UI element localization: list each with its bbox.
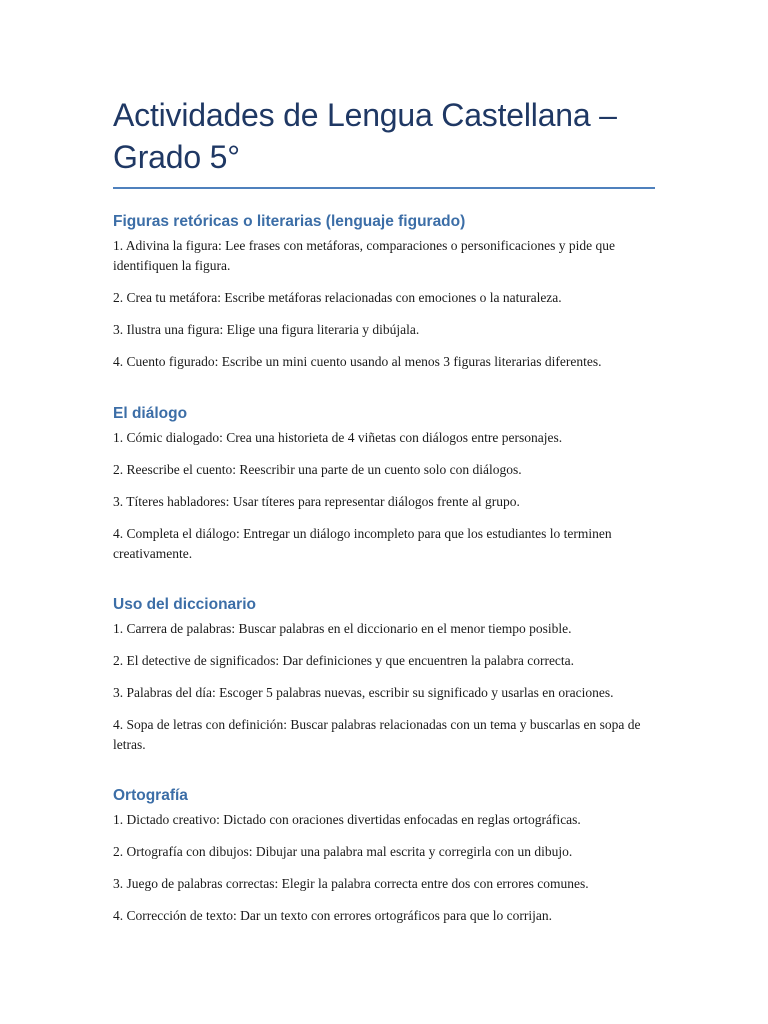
section-heading: Uso del diccionario [113, 596, 256, 613]
title-divider [113, 187, 655, 189]
section-heading: Ortografía [113, 787, 188, 804]
list-item: 3. Palabras del día: Escoger 5 palabras nuevas, escribir su significado y usarlas en oraciones. [113, 685, 614, 700]
document-title: Actividades de Lengua Castellana – Grado 5° [113, 97, 617, 175]
list-item: 4. Cuento figurado: Escribe un mini cuento usando al menos 3 figuras literarias diferentes. [113, 354, 602, 369]
list-item: 3. Títeres habladores: Usar títeres para representar diálogos frente al grupo. [113, 494, 520, 509]
list-item: 2. Reescribe el cuento: Reescribir una parte de un cuento solo con diálogos. [113, 462, 522, 477]
document-page [113, 0, 655, 923]
section-heading: Figuras retóricas o literarias (lenguaje figurado) [113, 213, 466, 230]
list-item: 4. Sopa de letras con definición: Buscar palabras relacionadas con un tema y buscarlas en sopa de letras. [113, 717, 641, 752]
section-ortografia [113, 786, 655, 926]
list-item: 3. Ilustra una figura: Elige una figura literaria y dibújala. [113, 322, 420, 337]
section-figuras-retoricas [113, 212, 655, 372]
section-diccionario [113, 595, 655, 755]
list-item: 4. Corrección de texto: Dar un texto con errores ortográficos para que lo corrijan. [113, 908, 552, 923]
list-item: 2. El detective de significados: Dar definiciones y que encuentren la palabra correcta. [113, 653, 575, 668]
section-heading: El diálogo [113, 405, 188, 422]
list-item: 3. Juego de palabras correctas: Elegir la palabra correcta entre dos con errores comunes. [113, 876, 589, 891]
list-item: 1. Adivina la figura: Lee frases con metáforas, comparaciones o personificaciones y pide que identifiquen la figura. [113, 238, 615, 273]
list-item: 1. Carrera de palabras: Buscar palabras en el diccionario en el menor tiempo posible. [113, 621, 572, 636]
list-item: 2. Crea tu metáfora: Escribe metáforas relacionadas con emociones o la naturaleza. [113, 290, 562, 305]
section-dialogo [113, 404, 655, 564]
list-item: 4. Completa el diálogo: Entregar un diálogo incompleto para que los estudiantes lo terminen creativamente. [113, 526, 612, 561]
list-item: 1. Dictado creativo: Dictado con oraciones divertidas enfocadas en reglas ortográficas. [113, 812, 581, 827]
list-item: 2. Ortografía con dibujos: Dibujar una palabra mal escrita y corregirla con un dibujo. [113, 844, 573, 859]
list-item: 1. Cómic dialogado: Crea una historieta de 4 viñetas con diálogos entre personajes. [113, 430, 563, 445]
